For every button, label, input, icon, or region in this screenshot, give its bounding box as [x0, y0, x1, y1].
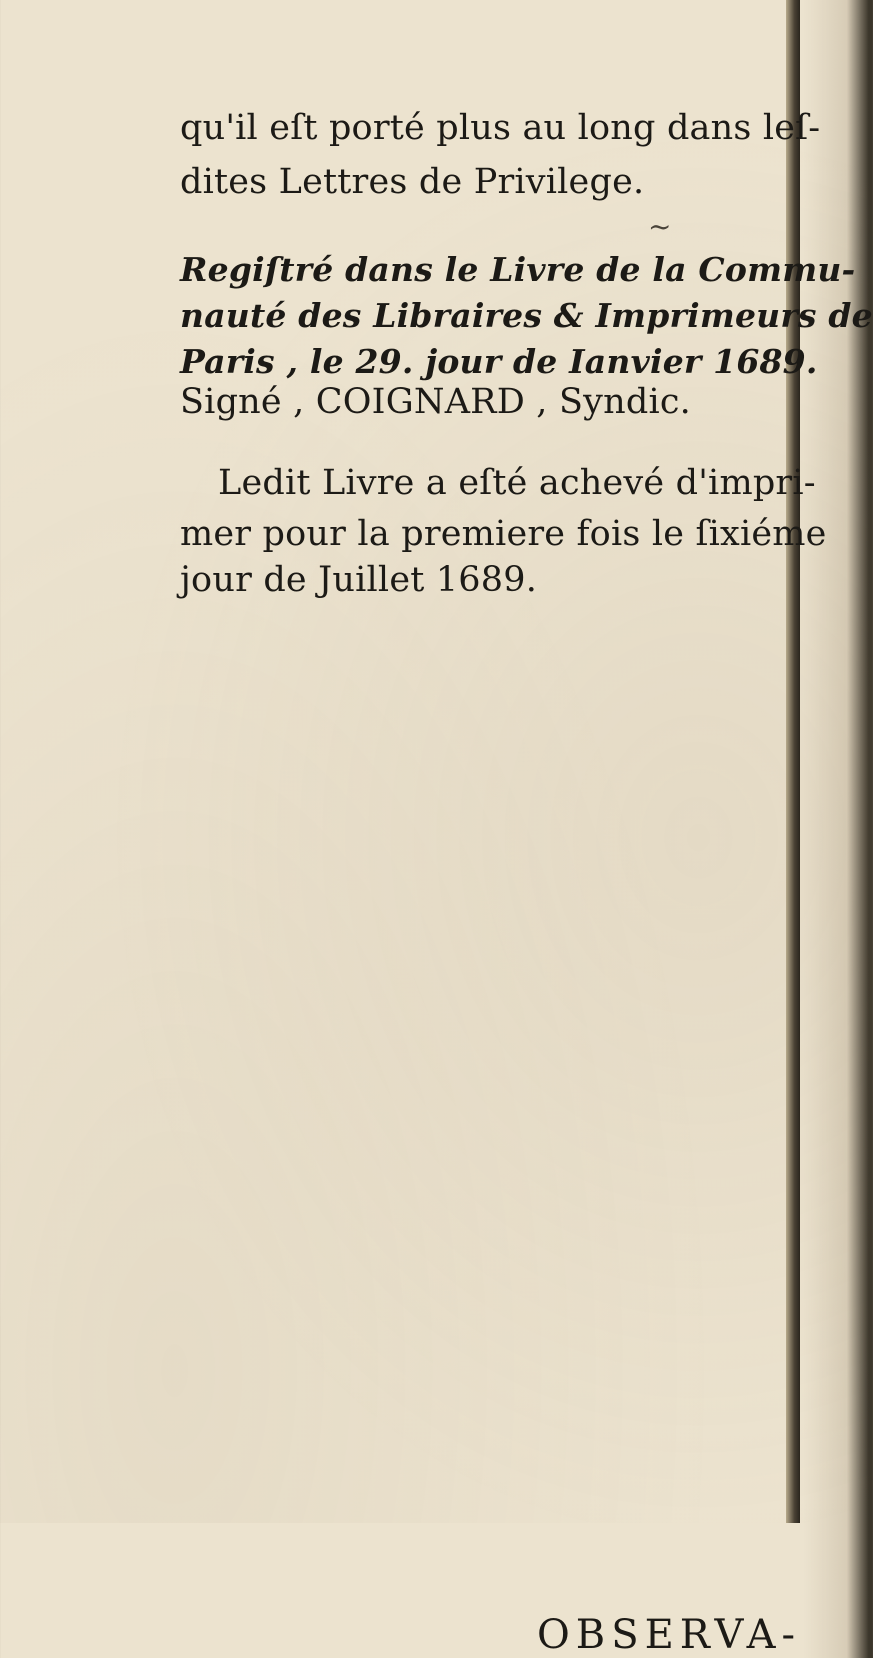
- ornament-mark: ~: [648, 210, 672, 243]
- catchword: OBSERVA-: [537, 1612, 802, 1658]
- registration-line-2: nauté des Libraires & Imprimeurs de: [180, 296, 873, 335]
- registration-line-3: Paris , le 29. jour de Ianvier 1689.: [180, 342, 818, 381]
- completion-line-3: jour de Juillet 1689.: [180, 560, 538, 600]
- text-line-2: dites Lettres de Privilege.: [180, 162, 645, 202]
- page-binding-edge: [786, 0, 800, 1523]
- completion-line-1: Ledit Livre a eſté achevé d'impri-: [218, 463, 816, 503]
- registration-line-1: Regiſtré dans le Livre de la Commu-: [180, 250, 856, 289]
- signature-line: Signé , COIGNARD , Syndic.: [180, 382, 691, 422]
- completion-line-2: mer pour la premiere fois le ſixiéme: [180, 514, 827, 554]
- text-line-1: qu'il eſt porté plus au long dans leſ-: [180, 108, 821, 148]
